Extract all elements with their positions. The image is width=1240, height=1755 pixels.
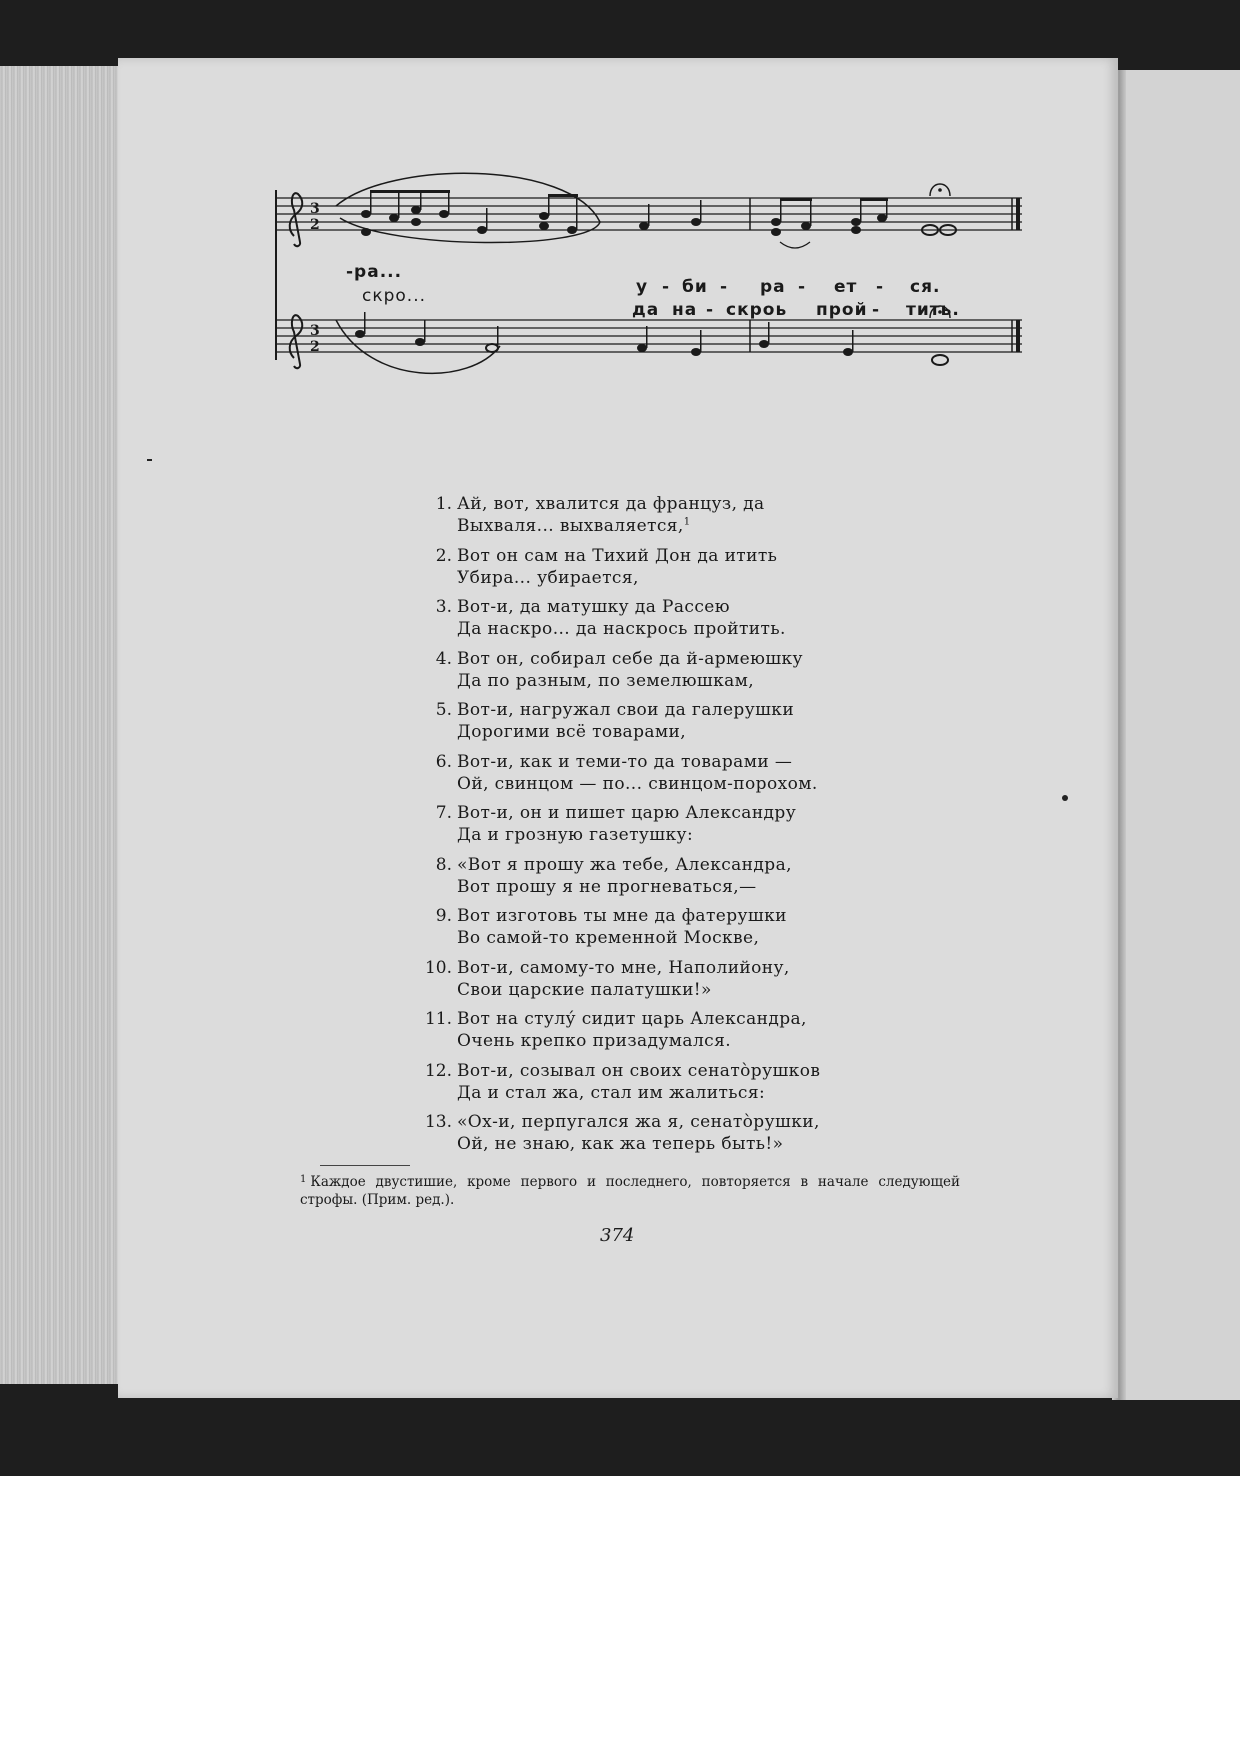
verse-line-2-wrap (457, 1134, 783, 1154)
lyric-syllable: - (876, 277, 885, 297)
verse-line-2: Убира... убирается, (457, 567, 639, 588)
verse-line-1: Вот-и, созывал он своих сенато̀рушков (457, 1060, 821, 1081)
verse-line-2: Да по разным, по земелюшкам, (457, 670, 755, 691)
footnote-divider (320, 1165, 410, 1166)
verse-line-2: Свои царские палатушки!» (457, 979, 712, 1000)
svg-text:2: 2 (310, 217, 320, 233)
verse-line-2-wrap (457, 722, 686, 742)
verse-number: 10. (424, 957, 452, 978)
verse-item (410, 1112, 930, 1164)
verse-line-2: Ой, не знаю, как жа теперь быть!» (457, 1134, 784, 1154)
verse-line-2-wrap (457, 1031, 731, 1051)
staff-lower (276, 320, 1022, 352)
verse-line-2: Очень крепко призадумался. (457, 1031, 732, 1051)
verse-line-1: Вот-и, нагружал свои да галерушки (457, 700, 795, 720)
verse-line-2: Ой, свинцом — по... свинцом-порохом. (457, 773, 818, 794)
verse-line-1: Вот-и, как и теми-то да товарами — (457, 751, 793, 772)
lyric-syllable: у (636, 277, 649, 297)
verse-line-2-wrap (457, 928, 759, 948)
footnote (300, 1171, 960, 1209)
svg-text:2: 2 (310, 339, 320, 355)
lyric-syllable: - (706, 300, 715, 320)
verse-item (410, 700, 930, 752)
lyric-syllable: скро... (362, 286, 427, 306)
verse-line-1: Вот-и, самому-то мне, Наполийону, (457, 957, 790, 978)
verse-line-1: Ай, вот, хвалится да француз, да (457, 494, 765, 514)
verse-line-1: Вот изготовь ты мне да фатерушки (457, 906, 787, 926)
book-page-edges (0, 66, 124, 1384)
lyric-syllable: да (632, 300, 660, 320)
treble-clef-icon (290, 315, 303, 368)
verse-line-2-wrap (457, 671, 754, 691)
verse-line-2-wrap (457, 774, 818, 794)
verse-item (410, 546, 930, 598)
verse-line-1: Вот-и, да матушку да Рассею (457, 597, 730, 617)
verse-line-2-wrap (457, 568, 639, 588)
verse-line-2: Дорогими всё товарами, (457, 722, 687, 742)
verse-number: 3. (435, 597, 452, 617)
lyric-syllable: би (682, 277, 708, 297)
verse-line-2-wrap (457, 516, 690, 536)
verse-item (410, 597, 930, 649)
verse-line-2-wrap (457, 1083, 765, 1103)
verse-number: 8. (435, 854, 452, 875)
verse-line-1: Вот-и, он и пишет царю Александру (457, 803, 797, 823)
verse-item (410, 906, 930, 958)
verse-item (410, 958, 930, 1010)
verse-number: 6. (435, 751, 452, 772)
verse-item (410, 494, 930, 546)
verse-number: 12. (424, 1060, 452, 1081)
scan-speck (1062, 795, 1068, 801)
treble-clef-icon (290, 193, 303, 246)
verse-number: 7. (435, 803, 452, 823)
verse-number: 9. (435, 906, 452, 926)
verse-number: 4. (435, 648, 452, 669)
verse-number: 2. (435, 545, 452, 566)
lyric-syllable: -ра... (346, 262, 403, 282)
footnote-text: Каждое двустишие, кроме первого и последнего, повторяется в начале следующей строфы. (Прим. ред.). (300, 1174, 960, 1208)
verse-number: 11. (424, 1009, 452, 1029)
verse-line-1: «Вот я прошу жа тебе, Александра, (457, 854, 792, 875)
verse-item (410, 803, 930, 855)
verse-line-2-wrap (457, 619, 786, 639)
verse-line-2-wrap (457, 877, 756, 897)
verse-item (410, 855, 930, 907)
lyric-syllable: - (798, 277, 807, 297)
facing-page (1118, 70, 1240, 1400)
verse-item (410, 1061, 930, 1113)
page-number: 374 (600, 1225, 635, 1246)
verse-number: 13. (424, 1112, 452, 1132)
svg-text:3: 3 (310, 201, 320, 217)
verse-line-1: Вот на стулу́ сидит царь Александра, (457, 1009, 807, 1029)
verse-item (410, 1009, 930, 1061)
lyric-syllable: - (662, 277, 671, 297)
verse-line-2-wrap (457, 980, 712, 1000)
verse-item (410, 649, 930, 701)
verse-item (410, 752, 930, 804)
lyric-syllable: на (672, 300, 698, 320)
lyric-syllable: ра (760, 277, 786, 297)
lyric-syllable: прой (816, 300, 868, 320)
lyric-syllable: скроь (726, 300, 788, 320)
footnote-mark: 1 (300, 1174, 307, 1185)
verse-line-2: Да и грозную газетушку: (457, 825, 694, 845)
verse-line-2: Выхваля... выхваляется, (457, 516, 684, 536)
verse-line-2-wrap (457, 825, 693, 845)
lyric-syllable: - (720, 277, 729, 297)
verse-line-1: Вот он, собирал себе да й-армеюшку (457, 648, 803, 669)
verse-number: 1. (435, 494, 452, 514)
verse-list (410, 494, 930, 1164)
lyric-syllable: - (872, 300, 881, 320)
verse-number: 5. (435, 700, 452, 720)
verse-line-1: Вот он сам на Тихий Дон да итить (457, 545, 778, 566)
lyric-syllable: тить. (906, 300, 960, 320)
verse-line-2: Да наскро... да наскрось пройтить. (457, 619, 786, 639)
svg-text:3: 3 (310, 323, 320, 339)
verse-line-2: Вот прошу я не прогневаться,— (457, 876, 757, 897)
verse-line-2: Да и стал жа, стал им жалиться: (457, 1082, 766, 1103)
verse-line-1: «Ох-и, перпугался жа я, сенато̀рушки, (457, 1112, 820, 1132)
lyric-syllable: ся. (910, 277, 941, 297)
footnote-reference: 1 (683, 516, 691, 528)
verse-line-2: Во самой-то кременной Москве, (457, 928, 760, 948)
lyric-syllable: ет (834, 277, 858, 297)
scan-speck (147, 459, 152, 461)
